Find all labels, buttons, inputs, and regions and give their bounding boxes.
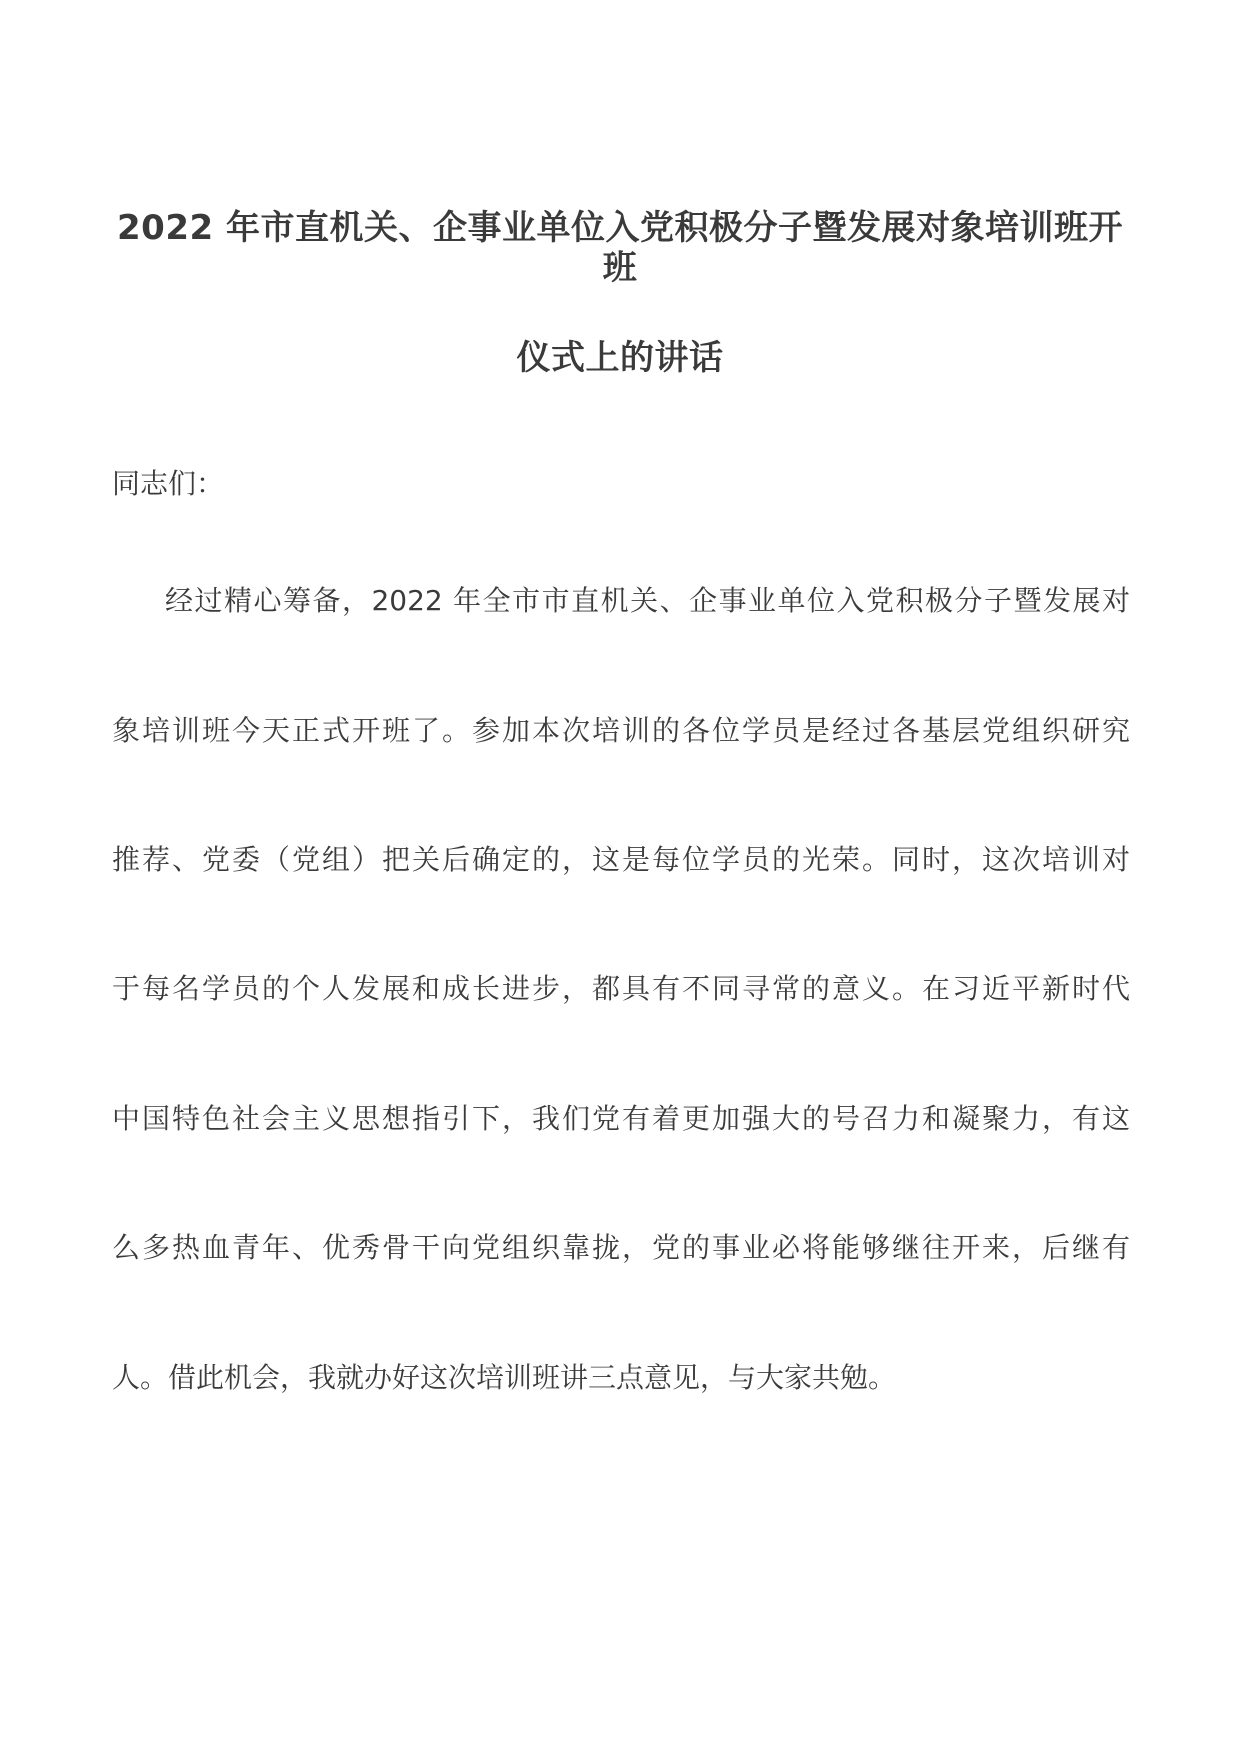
paragraph-line: 中国特色社会主义思想指引下，我们党有着更加强大的号召力和凝聚力，有这 — [112, 1102, 1130, 1135]
paragraph-line: 象培训班今天正式开班了。参加本次培训的各位学员是经过各基层党组织研究 — [112, 714, 1130, 747]
greeting: 同志们： — [112, 467, 225, 500]
paragraph-line: 推荐、党委（党组）把关后确定的，这是每位学员的光荣。同时，这次培训对 — [112, 843, 1130, 876]
paragraph-line: 于每名学员的个人发展和成长进步，都具有不同寻常的意义。在习近平新时代 — [112, 972, 1130, 1005]
paragraph-line: 人。借此机会，我就办好这次培训班讲三点意见，与大家共勉。 — [112, 1361, 897, 1394]
paragraph-line: 经过精心筹备，2022 年全市市直机关、企事业单位入党积极分子暨发展对 — [165, 584, 1130, 617]
document-title-line-2: 仪式上的讲话 — [516, 338, 724, 378]
paragraph-line: 么多热血青年、优秀骨干向党组织靠拢，党的事业必将能够继往开来，后继有 — [112, 1231, 1130, 1264]
document-title-line-1: 2022 年市直机关、企事业单位入党积极分子暨发展对象培训班开班 — [117, 208, 1123, 288]
